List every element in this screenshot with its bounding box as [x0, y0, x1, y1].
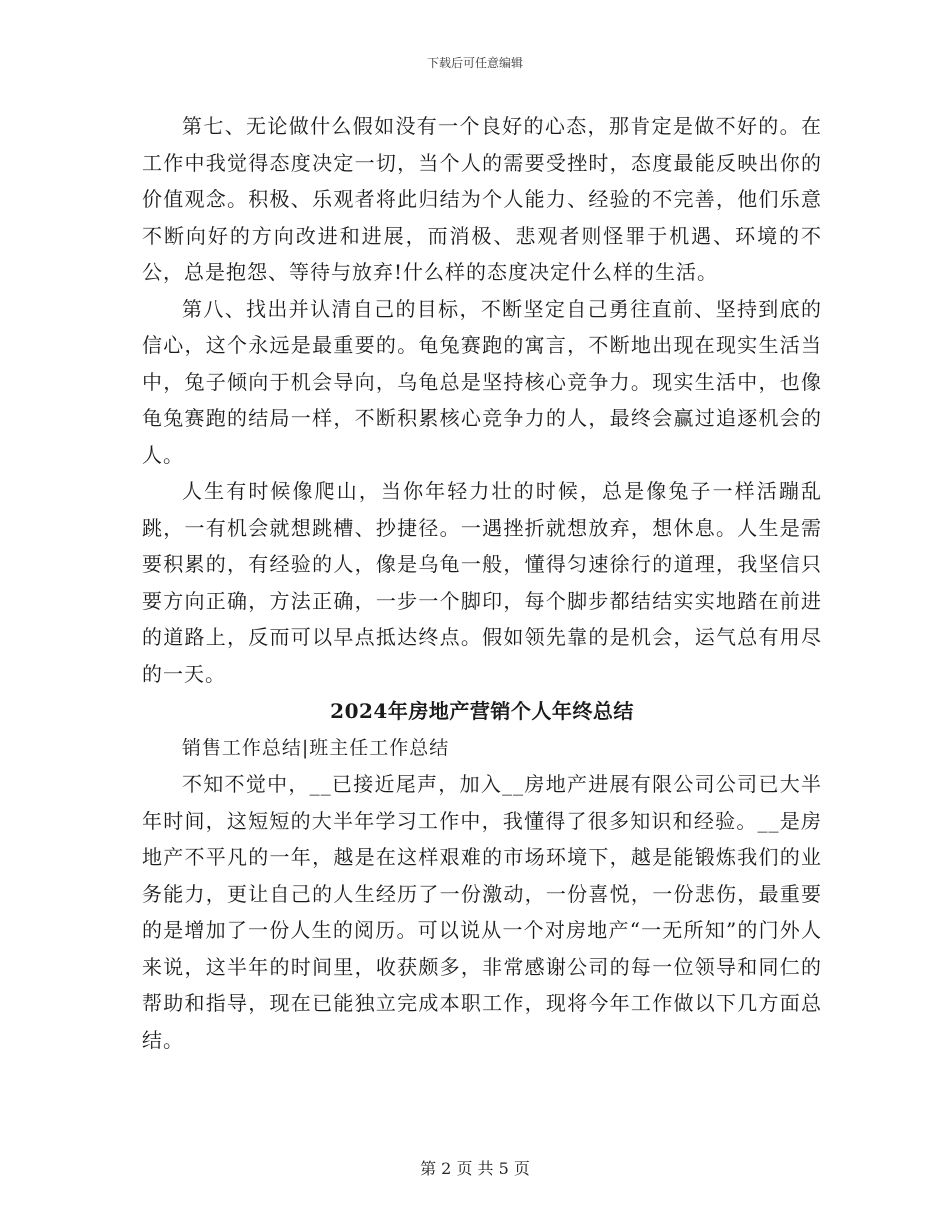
paragraph-attitude: 第七、无论做什么假如没有一个良好的心态，那肯定是做不好的。在工作中我觉得态度决定一切，当个人的需要受挫时，态度最能反映出你的价值观念。积极、乐观者将此归结为个人能力、经验的不完善，他们乐意不断向好的方向改进和进展，而消极、悲观者则怪罪于机遇、环境的不公，总是抱怨、等待与放弃!什么样的态度决定什么样的生活。 — [142, 114, 822, 284]
paragraph-mountain: 人生有时候像爬山，当你年轻力壮的时候，总是像兔子一样活蹦乱跳，一有机会就想跳槽、抄捷径。一遇挫折就想放弃，想休息。人生是需要积累的，有经验的人，像是乌龟一般，懂得匀速徐行的道理，我坚信只要方向正确，方法正确，一步一个脚印，每个脚步都结结实实地踏在前进的道路上，反而可以早点抵达终点。假如领先靠的是机会，运气总有用尽的一天。 — [142, 479, 822, 686]
paragraph-goals: 第八、找出并认清自己的目标，不断坚定自己勇往直前、坚持到底的信心，这个永远是最重要的。龟兔赛跑的寓言，不断地出现在现实生活当中，兔子倾向于机会导向，乌龟总是坚持核心竞争力。现实生活中，也像龟兔赛跑的结局一样，不断积累核心竞争力的人，最终会赢过追逐机会的人。 — [142, 296, 822, 467]
header-note: 下载后可任意编辑 — [426, 56, 523, 70]
paragraph-intro: 不知不觉中，__已接近尾声，加入__房地产进展有限公司公司已大半年时间，这短短的大半年学习工作中，我懂得了很多知识和经验。__是房地产不平凡的一年，越是在这样艰难的市场环境下，越是能锻炼我们的业务能力，更让自己的人生经历了一份激动，一份喜悦，一份悲伤，最重要的是增加了一份人生的阅历。可以说从一个对房地产“一无所知”的门外人来说，这半年的时间里，收获颇多，非常感谢公司的每一位领导和同仁的帮助和指导，现在已能独立完成本职工作，现将今年工作做以下几方面总结。 — [142, 772, 822, 1052]
page-indicator: 第 2 页 共 5 页 — [420, 1159, 530, 1178]
document-body — [142, 108, 822, 1058]
document-title: 2024年房地产营销个人年终总结 — [330, 699, 634, 723]
category-links: 销售工作总结|班主任工作总结 — [181, 737, 450, 759]
